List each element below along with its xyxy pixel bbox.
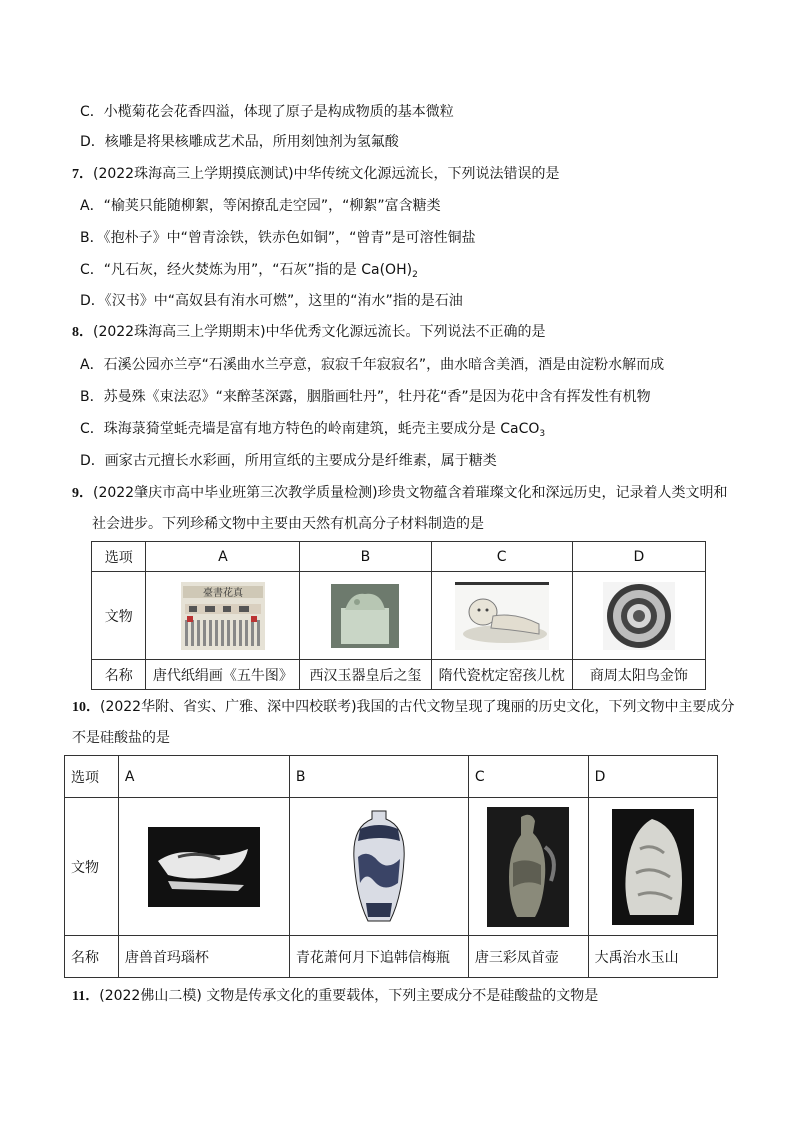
question-text: (2022佛山二模) 文物是传承文化的重要载体，下列主要成分不是硅酸盐的文物是 xyxy=(99,988,599,1004)
table-cell: B xyxy=(300,542,431,572)
q8-option-b: B．苏曼殊《束法忍》“来醉茎深露，胭脂画牡丹”，牡丹花“香”是因为花中含有挥发性有机物 xyxy=(80,389,651,405)
question-number: 7． xyxy=(72,167,93,182)
table-cell: A xyxy=(118,756,289,798)
subscript: 2 xyxy=(412,270,418,280)
q7-option-c xyxy=(80,260,418,285)
table-cell: C xyxy=(468,756,588,798)
row-header: 选项 xyxy=(92,542,146,572)
q7-option-a: A．“榆荚只能随柳絮，等闲撩乱走空园”，“柳絮”富含糖类 xyxy=(80,198,441,214)
table-cell: 唐三彩凤首壶 xyxy=(468,936,588,978)
row-header: 名称 xyxy=(92,660,146,690)
table-cell xyxy=(468,798,588,936)
question-number: 11． xyxy=(72,989,100,1004)
subscript: 3 xyxy=(539,429,546,439)
row-header: 文物 xyxy=(65,798,119,936)
table-cell: B xyxy=(289,756,468,798)
table-cell: 隋代瓷枕定窑孩儿枕 xyxy=(431,660,572,690)
table-row xyxy=(92,660,706,690)
table-cell: D xyxy=(588,756,717,798)
painting-title-text: 臺書花真 xyxy=(202,587,243,599)
phoenix-ewer-image xyxy=(487,807,569,927)
table-cell xyxy=(118,798,289,936)
table-cell xyxy=(289,798,468,936)
porcelain-pillow-image xyxy=(455,582,549,650)
question-number: 10． xyxy=(72,700,100,715)
table-cell: C xyxy=(431,542,572,572)
table-cell xyxy=(146,572,300,660)
question-text: (2022珠海高三上学期摸底测试)中华传统文化源远流长，下列说法错误的是 xyxy=(93,166,560,182)
question-8 xyxy=(72,322,546,343)
q7-option-d: D．《汉书》中“高奴县有洧水可燃”，这里的“洧水”指的是石油 xyxy=(80,293,463,309)
table-row xyxy=(65,756,718,798)
table-cell xyxy=(572,572,705,660)
question-text: (2022肇庆市高中毕业班第三次教学质量检测)珍贵文物蕴含着璀璨文化和深远历史，记录着人类文明和 xyxy=(93,485,728,501)
table-cell xyxy=(300,572,431,660)
question-10 xyxy=(72,697,735,718)
jade-seal-image xyxy=(331,584,399,648)
q8-option-c xyxy=(80,419,545,444)
table-cell: D xyxy=(572,542,705,572)
table-q9 xyxy=(91,541,706,690)
question-7 xyxy=(72,164,560,185)
table-cell: 商周太阳鸟金饰 xyxy=(572,660,705,690)
question-11 xyxy=(72,986,598,1007)
table-cell xyxy=(588,798,717,936)
table-cell: 大禹治水玉山 xyxy=(588,936,717,978)
question-10-line2: 不是硅酸盐的是 xyxy=(72,730,170,746)
q6-option-c: C．小榄菊花会花香四溢，体现了原子是构成物质的基本微粒 xyxy=(80,104,454,120)
table-cell xyxy=(431,572,572,660)
q8-option-d: D．画家古元擅长水彩画，所用宣纸的主要成分是纤维素，属于糖类 xyxy=(80,453,497,469)
table-row xyxy=(65,798,718,936)
table-cell: 青花萧何月下追韩信梅瓶 xyxy=(289,936,468,978)
q7-option-b: B．《抱朴子》中“曾青涂铁，铁赤色如铜”，“曾青”是可溶性铜盐 xyxy=(80,230,476,246)
question-9-line2: 社会进步。下列珍稀文物中主要由天然有机高分子材料制造的是 xyxy=(92,516,484,532)
jade-mountain-image xyxy=(612,809,694,925)
row-header: 文物 xyxy=(92,572,146,660)
q8-option-a: A．石溪公园亦兰亭“石溪曲水兰亭意，寂寂千年寂寂名”，曲水暗含美酒，酒是由淀粉水解而成 xyxy=(80,357,665,373)
question-number: 8． xyxy=(72,325,93,340)
q6-option-d: D．核雕是将果核雕成艺术品，所用刻蚀剂为氢氟酸 xyxy=(80,134,399,150)
painting-image xyxy=(181,582,265,650)
table-cell: 唐代纸绢画《五牛图》 xyxy=(146,660,300,690)
table-q10 xyxy=(64,755,718,978)
row-header: 选项 xyxy=(65,756,119,798)
table-cell: 唐兽首玛瑙杯 xyxy=(118,936,289,978)
question-number: 9． xyxy=(72,486,93,501)
question-text: (2022华附、省实、广雅、深中四校联考)我国的古代文物呈现了瑰丽的历史文化，下列文物中主要成分 xyxy=(100,699,735,715)
sunbird-gold-image xyxy=(603,582,675,650)
option-text: C．“凡石灰，经火焚炼为用”，“石灰”指的是 Ca(OH) xyxy=(80,262,413,278)
plum-vase-image xyxy=(348,807,410,927)
row-header: 名称 xyxy=(65,936,119,978)
option-text: C．珠海菉猗堂蚝壳墙是富有地方特色的岭南建筑，蚝壳主要成分是 CaCO xyxy=(80,421,540,437)
table-cell: 西汉玉器皇后之玺 xyxy=(300,660,431,690)
question-9 xyxy=(72,483,728,504)
table-row xyxy=(65,936,718,978)
table-cell: A xyxy=(146,542,300,572)
table-row xyxy=(92,542,706,572)
agate-cup-image xyxy=(148,827,260,907)
question-text: (2022珠海高三上学期期末)中华优秀文化源远流长。下列说法不正确的是 xyxy=(93,324,546,340)
table-row xyxy=(92,572,706,660)
